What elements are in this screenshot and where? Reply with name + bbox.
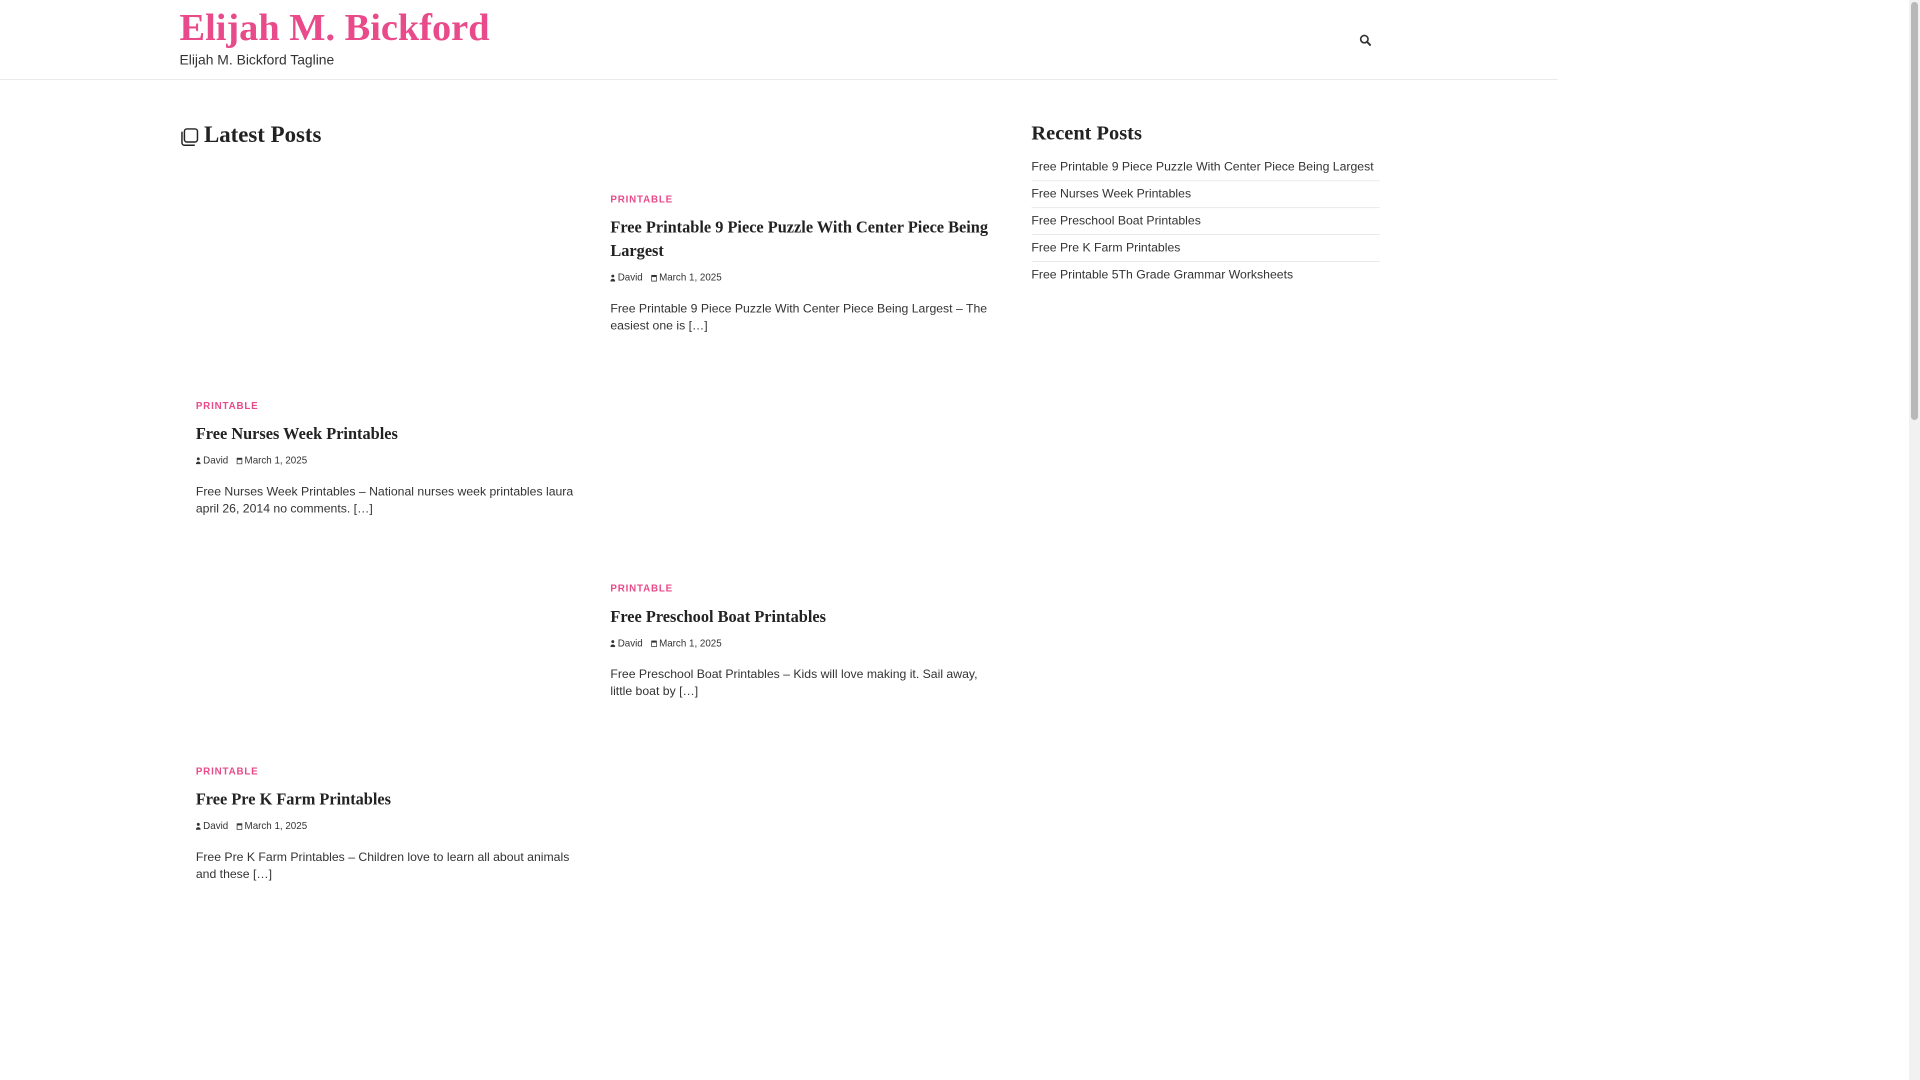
post-title-link[interactable]: Free Pre K Farm Printables	[195, 790, 392, 809]
post-date-text: March 1, 2025	[244, 820, 308, 832]
search-icon[interactable]	[1358, 33, 1374, 49]
main-content	[180, 114, 999, 882]
post-category-link[interactable]: PRINTABLE	[610, 582, 674, 595]
post-date	[236, 820, 307, 831]
calendar-icon	[236, 457, 242, 464]
post-card	[610, 193, 994, 334]
post-date-text: March 1, 2025	[659, 271, 722, 284]
post-title-link[interactable]: Free Preschool Boat Printables	[610, 607, 826, 626]
calendar-icon	[651, 639, 657, 646]
post-author-name[interactable]: David	[203, 820, 229, 832]
user-icon	[196, 457, 201, 464]
post-meta	[196, 820, 580, 831]
post-excerpt: Free Preschool Boat Printables – Kids will love making it. Sail away, little boat by […]	[610, 667, 978, 699]
post-meta	[610, 637, 994, 648]
user-icon	[610, 639, 615, 646]
post-meta	[610, 272, 994, 283]
recent-posts-title: Recent Posts	[1031, 122, 1142, 145]
user-icon	[196, 822, 201, 829]
latest-posts-heading	[180, 114, 999, 155]
sidebar	[1031, 121, 1379, 288]
site-header	[0, 0, 1558, 80]
post-author[interactable]	[196, 455, 228, 466]
post-date	[651, 272, 722, 283]
post-author[interactable]	[610, 637, 642, 648]
site-title-link[interactable]: Elijah M. Bickford	[179, 6, 490, 49]
copy-icon	[180, 127, 200, 147]
post-date-text: March 1, 2025	[659, 637, 722, 649]
post-author-name[interactable]: David	[617, 637, 643, 649]
post-title-link[interactable]: Free Nurses Week Printables	[195, 425, 398, 444]
latest-posts-heading-text: Latest Posts	[204, 122, 322, 148]
post-meta	[196, 455, 580, 466]
recent-post-link[interactable]: Free Pre K Farm Printables	[1031, 235, 1379, 262]
post-date-text: March 1, 2025	[244, 454, 308, 466]
post-category-link[interactable]: PRINTABLE	[195, 399, 259, 412]
recent-posts-list	[1031, 154, 1379, 288]
post-date	[651, 637, 722, 648]
post-excerpt: Free Printable 9 Piece Puzzle With Center Piece Being Largest – The easiest one is […]	[610, 301, 988, 333]
post-title-link[interactable]: Free Printable 9 Piece Puzzle With Center Piece Being Largest	[610, 218, 989, 261]
post-excerpt: Free Pre K Farm Printables – Children love to learn all about animals and these […]	[195, 850, 570, 882]
post-author[interactable]	[610, 272, 642, 283]
post-excerpt: Free Nurses Week Printables – National nurses week printables laura april 26, 2014 no comments. […]	[195, 484, 574, 516]
vertical-scrollbar[interactable]	[1909, 0, 1920, 1080]
recent-post-link[interactable]: Free Nurses Week Printables	[1031, 181, 1379, 208]
post-card	[196, 400, 580, 518]
post-author[interactable]	[196, 820, 228, 831]
site-tagline: Elijah M. Bickford Tagline	[179, 52, 335, 68]
post-author-name[interactable]: David	[617, 271, 643, 284]
recent-post-link[interactable]: Free Preschool Boat Printables	[1031, 208, 1379, 235]
post-category-link[interactable]: PRINTABLE	[195, 765, 259, 777]
post-date	[236, 455, 307, 466]
calendar-icon	[651, 274, 657, 281]
scrollbar-thumb[interactable]	[1911, 2, 1918, 420]
calendar-icon	[236, 822, 242, 829]
recent-post-link[interactable]: Free Printable 5Th Grade Grammar Worksheets	[1031, 267, 1294, 282]
post-author-name[interactable]: David	[203, 454, 229, 466]
post-category-link[interactable]: PRINTABLE	[610, 193, 674, 205]
recent-post-link[interactable]: Free Printable 9 Piece Puzzle With Center Piece Being Largest	[1031, 154, 1379, 181]
post-card	[196, 765, 580, 883]
user-icon	[610, 274, 615, 281]
post-card	[610, 583, 994, 701]
